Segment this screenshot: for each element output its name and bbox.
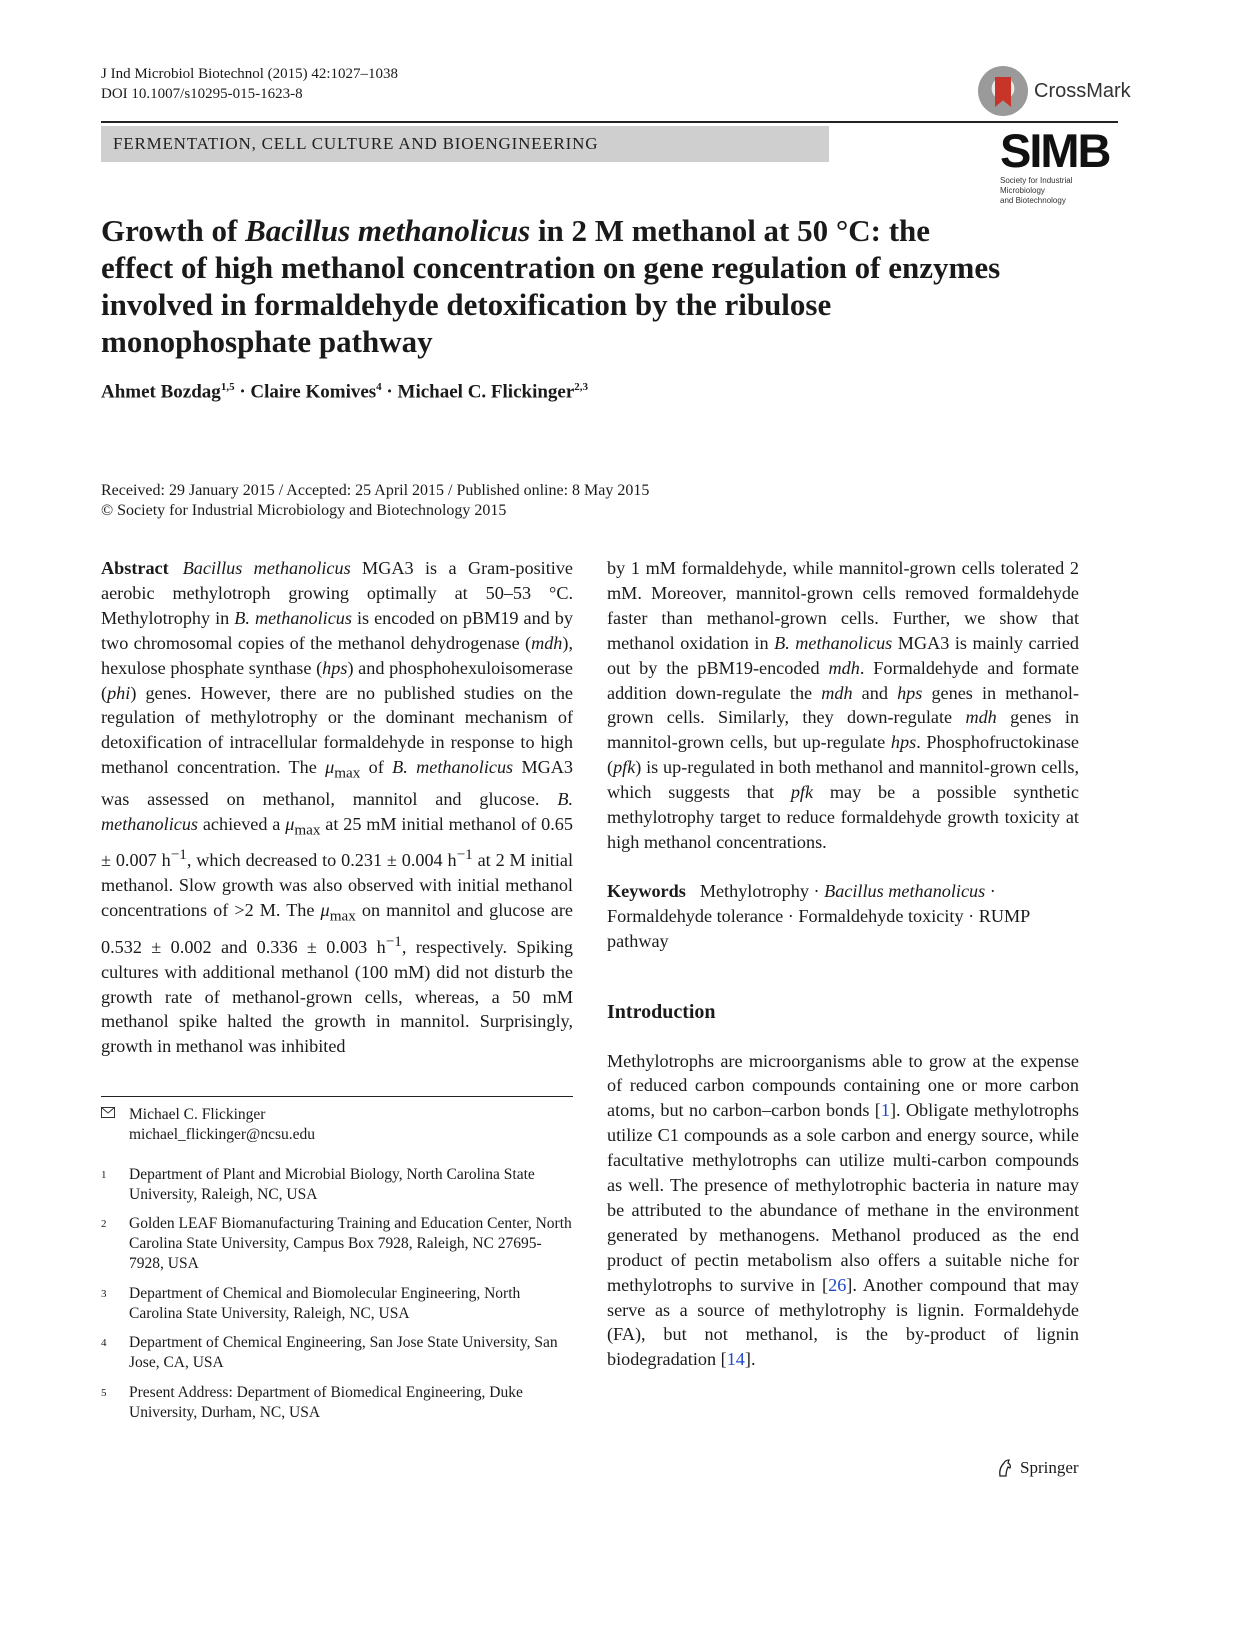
email-icon (101, 1105, 115, 1125)
contact-name: Michael C. Flickinger (129, 1106, 266, 1123)
title-species: Bacillus methanolicus (245, 213, 531, 248)
simb-logo (1000, 126, 1118, 206)
keywords: Keywords Methylotrophy · Bacillus methanolicus · Formaldehyde tolerance · Formaldehyde toxicity · RUMP pathway (607, 880, 1030, 951)
simb-subtitle-1: Society for Industrial Microbiology (1000, 176, 1073, 195)
affiliation-number: 4 (101, 1337, 107, 1349)
affiliation-text: Present Address: Department of Biomedical Engineering, Duke University, Durham, NC, USA (129, 1384, 523, 1421)
affiliation-item (101, 1214, 573, 1274)
author-affiliation: 4 (376, 381, 382, 393)
publication-history (101, 481, 649, 521)
copyright-line: © Society for Industrial Microbiology and Biotechnology 2015 (101, 502, 507, 519)
affiliation-item (101, 1383, 573, 1423)
affiliation-text: Department of Chemical Engineering, San Jose State University, San Jose, CA, USA (129, 1334, 558, 1371)
journal-citation (101, 64, 398, 104)
citation-line: J Ind Microbiol Biotechnol (2015) 42:1027–1038 (101, 66, 399, 82)
title-part: in 2 M methanol at 50 °C: the effect of high methanol concentration on gene regulation of enzymes involved in formaldehyde detoxification by the ribulose monophosphate pathway (101, 213, 1001, 359)
author-name[interactable]: Claire Komives (250, 381, 377, 403)
crossmark-badge[interactable] (978, 66, 1131, 118)
affiliation-text: Department of Plant and Microbial Biology, North Carolina State University, Raleigh, NC, USA (129, 1166, 535, 1203)
title-part: Growth of (101, 213, 246, 248)
citation-link[interactable]: 26 (828, 1274, 847, 1295)
springer-horse-icon (996, 1458, 1014, 1478)
abstract-text: Abstract Bacillus methanolicus MGA3 is a Gram-positive aerobic methylotroph growing optimally at 50–53 °C. Methylotrophy in B. methanolicus is encoded on pBM19 and by two chromosomal copies of the methanol dehydrogenase (mdh), hexulose phosphate synthase (hps) and phosphohexuloisomerase (phi) genes. However, there are no published studies on the regulation of methylotrophy or the dominant mechanism of detoxification of intracellular formaldehyde in response to high methanol concentration. The $\mu_{max}$ of B. methanolicus MGA3 was assessed on methanol, mannitol and glucose. B. methanolicus achieved a $\mu_{max}$ at 25 mM initial methanol of 0.65 ± 0.007 $h^{-1}$, which decreased to 0.231 ± 0.004 $h^{-1}$ at 2 M initial methanol. Slow growth was also observed with initial methanol concentrations of >2 M. The $\mu_{max}$ on mannitol and glucose are 0.532 ± 0.002 and 0.336 ± 0.003 $h^{-1}$, respectively. Spiking cultures with additional methanol (100 mM) did not disturb the growth rate of methanol-grown cells, whereas, a 50 mM methanol spike halted the growth in mannitol. Surprisingly, growth in methanol was inhibited (101, 558, 574, 1057)
author-list: Ahmet Bozdag$^{1,5}$ · Claire Komives$^4$ · Michael C. Flickinger$^{2,3}$ (101, 381, 589, 403)
contact-email[interactable]: michael_flickinger@ncsu.edu (129, 1126, 315, 1143)
affiliation-number: 2 (101, 1218, 107, 1230)
author-affiliation: 1,5 (220, 381, 235, 393)
author-affiliation: 2,3 (574, 381, 589, 393)
affiliation-text: Department of Chemical and Biomolecular Engineering, North Carolina State University, Raleigh, NC, USA (129, 1285, 521, 1322)
citation-link[interactable]: 1 (880, 1100, 890, 1121)
crossmark-label: CrossMark (1034, 80, 1131, 102)
citation-link[interactable]: 14 (726, 1349, 745, 1370)
affiliation-number: 3 (101, 1288, 107, 1300)
publisher-footer (996, 1458, 1079, 1478)
affiliation-number: 5 (101, 1387, 107, 1399)
corresponding-author (101, 1105, 573, 1145)
simb-subtitle-2: and Biotechnology (1000, 196, 1066, 205)
keywords-label: Keywords (607, 880, 686, 901)
affiliation-number: 1 (101, 1169, 107, 1181)
abstract-label: Abstract (101, 558, 169, 578)
publisher-name: Springer (1020, 1458, 1079, 1477)
affiliation-item (101, 1165, 573, 1205)
author-name[interactable]: Ahmet Bozdag (101, 381, 221, 403)
abstract-text-continued: by 1 mM formaldehyde, while mannitol-grown cells tolerated 2 mM. Moreover, mannitol-grown cells removed formaldehyde faster than methanol-grown cells. Further, we show that methanol oxidation in B. methanolicus MGA3 is mainly carried out by the pBM19-encoded mdh. Formaldehyde and formate addition down-regulate the mdh and hps genes in methanol-grown cells. Similarly, they down-regulate mdh genes in mannitol-grown cells, but up-regulate hps. Phosphofructokinase (pfk) is up-regulated in both methanol and mannitol-grown cells, which suggests that pfk may be a possible synthetic methylotrophy target to reduce formaldehyde growth toxicity at high methanol concentrations. (607, 558, 1079, 852)
history-line: Received: 29 January 2015 / Accepted: 25 April 2015 / Published online: 8 May 2015 (101, 482, 650, 499)
introduction-heading: Introduction (607, 1000, 716, 1023)
affiliation-text: Golden LEAF Biomanufacturing Training and Education Center, North Carolina State University, Campus Box 7928, Raleigh, NC 27695-7928, USA (129, 1215, 572, 1272)
affiliation-item (101, 1284, 573, 1324)
header-divider (101, 121, 1118, 123)
section-banner: FERMENTATION, CELL CULTURE AND BIOENGINEERING (101, 126, 829, 162)
abstract-column-left (101, 556, 573, 1059)
author-name[interactable]: Michael C. Flickinger (397, 381, 575, 403)
simb-wordmark: SIMB (1000, 124, 1110, 177)
doi-line[interactable]: DOI 10.1007/s10295-015-1623-8 (101, 86, 303, 102)
introduction-text: Methylotrophs are microorganisms able to grow at the expense of reduced carbon compounds containing one or more carbon atoms, but no carbon–carbon bonds [1]. Obligate methylotrophs utilize C1 compounds as a sole carbon and energy source, while facultative methylotrophs can utilize multi-carbon compounds as well. The presence of methylotrophic bacteria in nature may be attributed to the abundance of methane in the environment generated by methanogens. Methanol produced as the end product of pectin metabolism also offers a suitable niche for methylotrophs to survive in [26]. Another compound that may serve as a source of methylotrophy is lignin. Formaldehyde (FA), but not methanol, is the by-product of lignin biodegradation [14]. (607, 1050, 1079, 1370)
article-title (101, 212, 1001, 360)
footnote-divider (101, 1096, 573, 1097)
abstract-column-right (607, 556, 1079, 1372)
affiliation-item (101, 1333, 573, 1373)
